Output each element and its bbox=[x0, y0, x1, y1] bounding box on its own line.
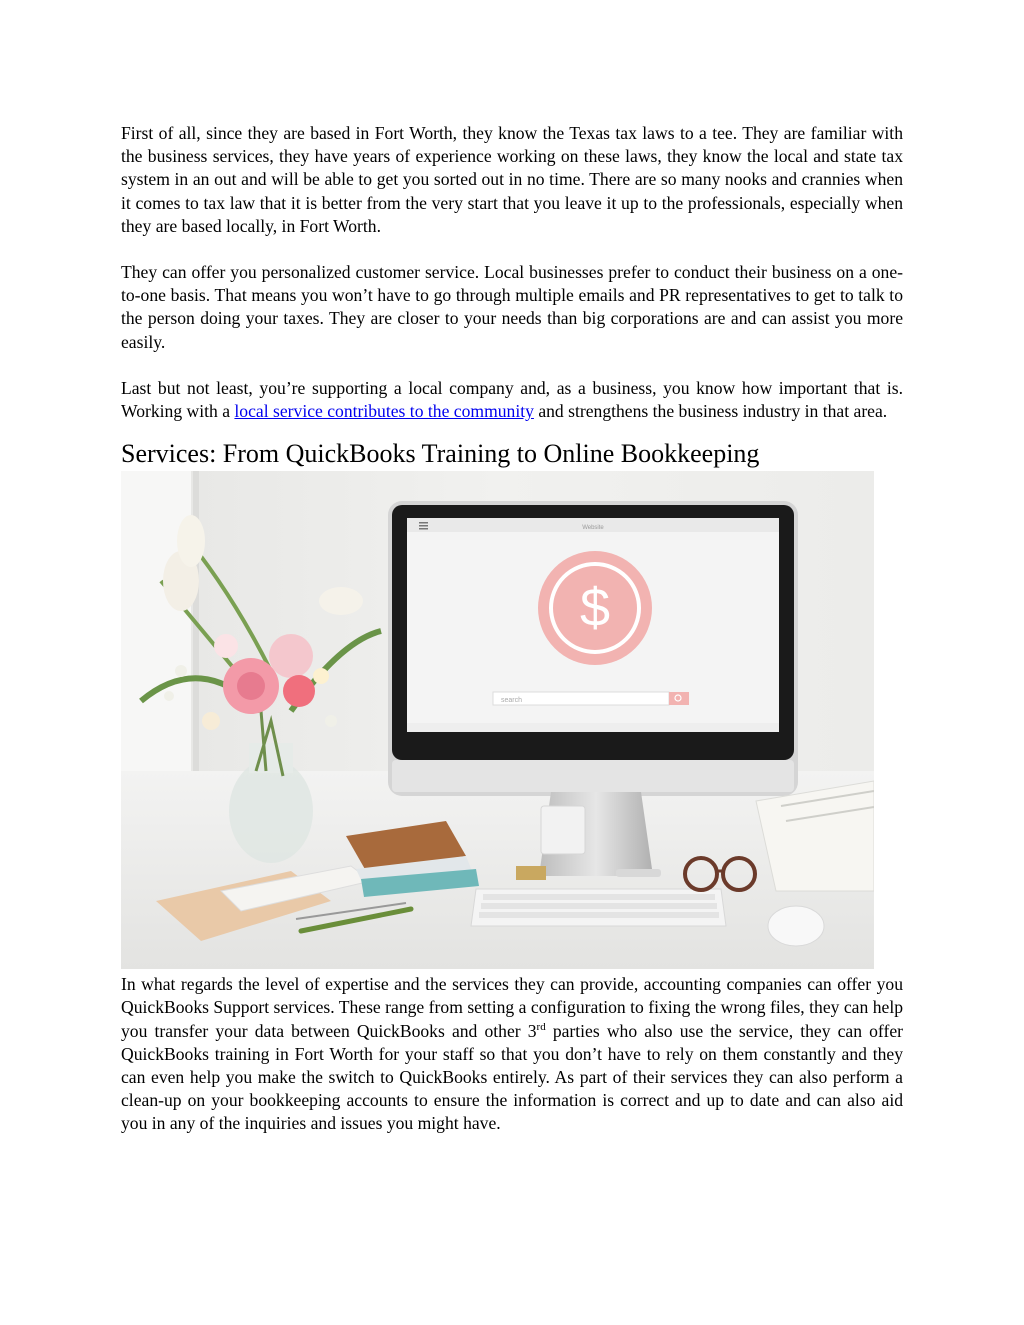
paragraph-local-company bbox=[121, 377, 903, 423]
paragraph-customer-service: They can offer you personalized customer service. Local businesses prefer to conduct their business on a one-to-one basis. That means you won’t have to go through multiple emails and PR representatives to get to talk to the person doing your taxes. They are closer to your needs than big corporations are and can assist you more easily. bbox=[121, 262, 903, 352]
screen-title: Website bbox=[582, 525, 604, 532]
dollar-symbol: $ bbox=[579, 578, 611, 639]
paragraph-text-rest: parties who also use the service, they can offer QuickBooks training in Fort Worth for your staff so that you don’t have to rely on them constantly and they can even help you make the switch to QuickBooks entirely. As part of their services they can also perform a clean-up on your bookkeeping accounts to ensure the information is correct and up to date and can also aid you in any of the inquiries and issues you might have. bbox=[121, 1020, 904, 1134]
screen-search-placeholder: search bbox=[501, 697, 523, 705]
paragraph-text-after-link: and strengthens the business industry in that area. bbox=[533, 401, 888, 422]
community-link[interactable]: local service contributes to the community bbox=[234, 401, 534, 422]
desk-photo-illustration bbox=[121, 471, 874, 969]
ordinal-superscript: rd bbox=[536, 1020, 546, 1033]
paragraph-text-main: In what regards the level of expertise and the services they can provide, accounting companies can offer you QuickBooks Support services. These range from setting a configuration to fixing the wrong files, they can help you transfer your data between QuickBooks and other 3 bbox=[121, 974, 903, 1041]
section-heading: Services: From QuickBooks Training to Online Bookkeeping bbox=[121, 439, 760, 469]
paragraph-quickbooks-services bbox=[121, 973, 903, 1135]
glass bbox=[541, 806, 585, 854]
mouse bbox=[768, 906, 824, 946]
desk-photo bbox=[121, 471, 874, 969]
open-book bbox=[756, 781, 874, 891]
document-page bbox=[121, 122, 903, 1136]
screen-search-button bbox=[669, 692, 689, 705]
vase bbox=[229, 759, 313, 863]
paragraph-local-knowledge: First of all, since they are based in Fort Worth, they know the Texas tax laws to a tee. They are familiar with the business services, they have years of experience working on these laws, they know the local and state tax system in an out and will be able to get you sorted out in no time. There are so many nooks and crannies when it comes to tax law that it is better from the very start that you leave it up to the professionals, especially when they are based locally, in Fort Worth. bbox=[121, 123, 903, 236]
paragraph-text-before-link: Last but not least, you’re supporting a local company and, as a business, you know how important that is. Working with a bbox=[121, 377, 903, 422]
